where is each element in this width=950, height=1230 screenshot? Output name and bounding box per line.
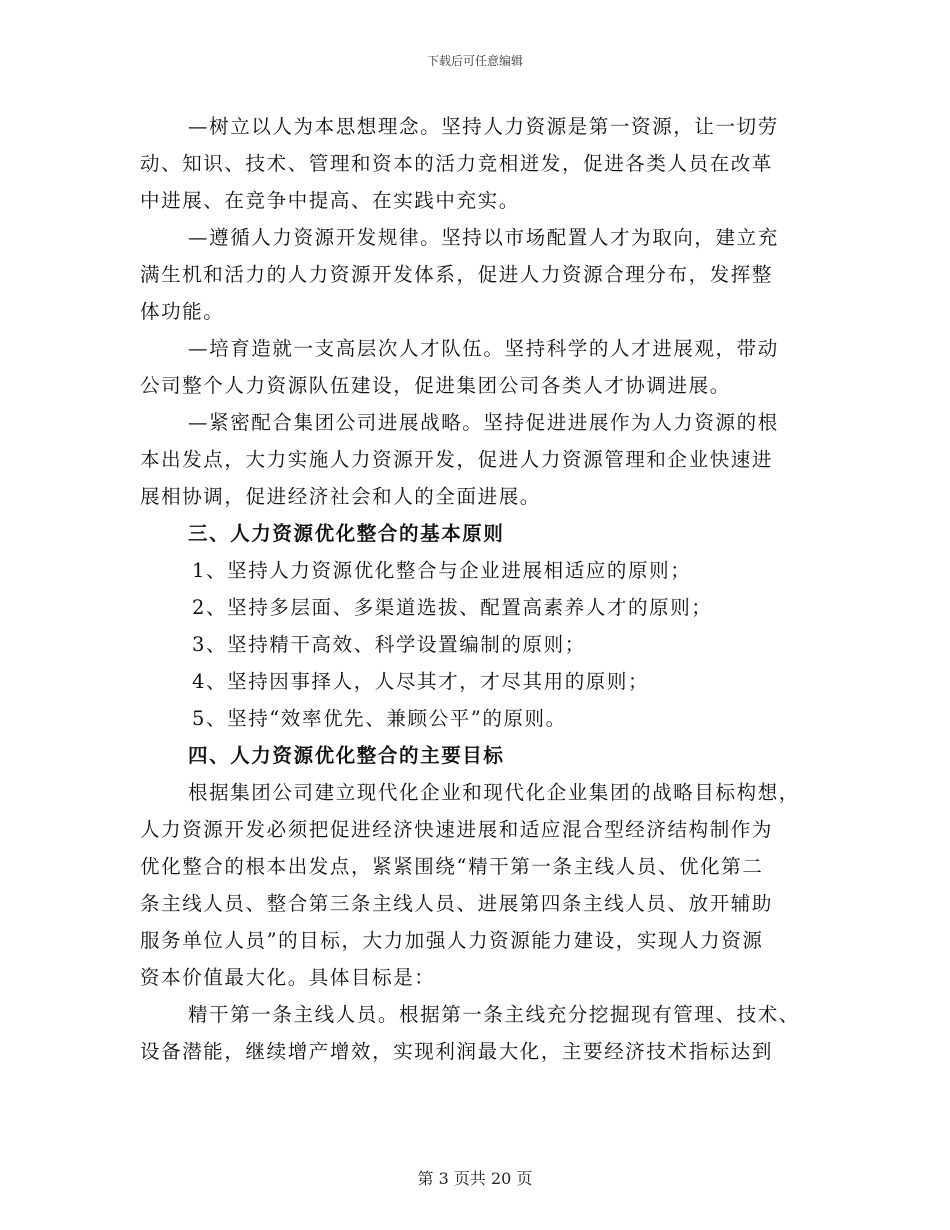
paragraph-line: 服务单位人员”的目标，大力加强人力资源能力建设，实现人力资源 <box>140 929 764 952</box>
paragraph-line: 资本价值最大化。具体目标是： <box>140 966 436 989</box>
paragraph-line: 人力资源开发必须把促进经济快速进展和适应混合型经济结构制作为 <box>140 818 774 841</box>
paragraph-line: —树立以人为本思想理念。坚持人力资源是第一资源，让一切劳 <box>188 115 779 138</box>
paragraph-line: 本出发点，大力实施人力资源开发，促进人力资源管理和企业快速进 <box>140 448 774 471</box>
document-body <box>140 108 810 1070</box>
section-heading: 四、人力资源优化整合的主要目标 <box>188 744 505 767</box>
paragraph-line: 设备潜能，继续增产增效，实现利润最大化，主要经济技术指标达到 <box>140 1040 774 1063</box>
paragraph-line: 根据集团公司建立现代化企业和现代化企业集团的战略目标构想， <box>188 781 800 804</box>
paragraph-line: —紧密配合集团公司进展战略。坚持促进进展作为人力资源的根 <box>188 411 779 434</box>
paragraph-line: 满生机和活力的人力资源开发体系，促进人力资源合理分布，发挥整 <box>140 263 774 286</box>
paragraph-line: 动、知识、技术、管理和资本的活力竞相迸发，促进各类人员在改革 <box>140 152 774 175</box>
paragraph-line: —培育造就一支高层次人才队伍。坚持科学的人才进展观，带动 <box>188 337 779 360</box>
paragraph-line: 条主线人员、整合第三条主线人员、进展第四条主线人员、放开辅助 <box>140 892 774 915</box>
page-number-footer: 第 3 页共 20 页 <box>417 1169 533 1188</box>
paragraph-line: 优化整合的根本出发点，紧紧围绕“精干第一条主线人员、优化第二 <box>140 855 764 878</box>
principle-item: 1、坚持人力资源优化整合与企业进展相适应的原则； <box>192 559 692 582</box>
principle-item: 2、坚持多层面、多渠道选拔、配置高素养人才的原则； <box>192 596 713 619</box>
paragraph-line: 中进展、在竞争中提高、在实践中充实。 <box>140 189 520 212</box>
paragraph-line: 展相协调，促进经济社会和人的全面进展。 <box>140 485 541 508</box>
section-heading: 三、人力资源优化整合的基本原则 <box>188 522 505 545</box>
principle-item: 4、坚持因事择人，人尽其才，才尽其用的原则； <box>192 670 650 693</box>
paragraph-line: —遵循人力资源开发规律。坚持以市场配置人才为取向，建立充 <box>188 226 779 249</box>
paragraph-line: 体功能。 <box>140 300 225 323</box>
paragraph-line: 精干第一条主线人员。根据第一条主线充分挖掘现有管理、技术、 <box>188 1003 800 1026</box>
page-header: 下载后可任意编辑 <box>426 54 523 68</box>
paragraph-line: 公司整个人力资源队伍建设，促进集团公司各类人才协调进展。 <box>140 374 731 397</box>
principle-item: 3、坚持精干高效、科学设置编制的原则； <box>192 633 586 656</box>
principle-item: 5、坚持“效率优先、兼顾公平”的原则。 <box>192 707 567 730</box>
